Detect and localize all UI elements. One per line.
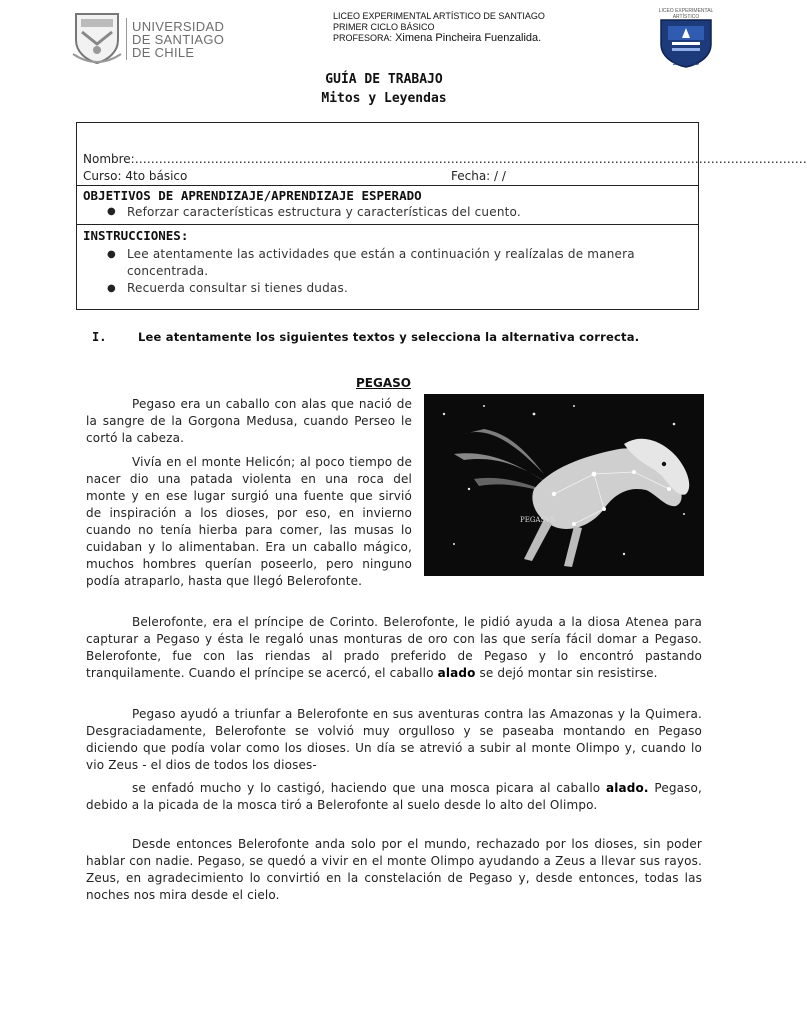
university-logo [72, 10, 225, 66]
university-line-2: DE SANTIAGO [132, 32, 225, 47]
course-label: Curso: 4to básico [83, 169, 188, 183]
story-paragraph-4: Pegaso ayudó a triunfar a Belerofonte en sus aventuras contra las Amazonas y la Quimera. Desgraciadamente, Belerofonte se volvió muy orgulloso y se paseaba montando en Pegaso diciendo que podía volar como los dioses. Un día se atrevió a subir al monte Olimpo y, cuando lo vio Zeus - el dios de todos los dioses- [86, 707, 702, 772]
liceo-logo-text: LICEO EXPERIMENTAL ARTÍSTICO [658, 8, 714, 20]
story-paragraph-2: Vivía en el monte Helicón; al poco tiempo de nacer dio una patada violenta en una roca del monte y en ese lugar surgió una fuente que sirvió de inspiración a los dioses, por eso, en invierno cuando no tenía hierba para comer, las musas lo cuidaban y lo alimentaban. Era un caballo mágico, muchos hombres querían poseerlo, pero ninguno podía atraparlo, hasta que llegó Belerofonte. [86, 455, 412, 588]
instructions-row [77, 224, 698, 310]
story-paragraph-6: Desde entonces Belerofonte anda solo por el mundo, rechazado por los dioses, sin poder hablar con nadie. Pegaso, se quedó a vivir en el monte Olimpo ayudando a Zeus a llevar sus rayos. Zeus, en agradecimiento lo convirtió en la constelación de Pegaso y, desde entonces, todas las noches nos mira desde el cielo. [86, 837, 702, 902]
story-paragraph-5 [86, 780, 702, 814]
pegasus-icon [424, 394, 704, 576]
pegasus-image-label: PEGASVS [520, 516, 556, 524]
instructions-heading: INSTRUCCIONES: [83, 228, 189, 243]
bullet-icon: ● [107, 249, 116, 260]
university-shield-icon [72, 10, 122, 64]
instruction-2: Recuerda consultar si tienes dudas. [127, 281, 348, 295]
story-paragraph-5-text: se enfadó mucho y lo castigó, haciendo que una mosca picara al caballo [132, 781, 607, 795]
school-cycle: PRIMER CICLO BÁSICO [333, 22, 435, 32]
name-field[interactable]: Nombre:…………………………………………………………………………………………………………………………………………………… [83, 152, 807, 166]
university-name [132, 20, 224, 59]
objectives-heading: OBJETIVOS DE APRENDIZAJE/APRENDIZAJE ESPERADO [83, 188, 422, 203]
worksheet-title: GUÍA DE TRABAJO [325, 72, 443, 87]
university-line-3: DE CHILE [132, 45, 195, 60]
bullet-icon: ● [107, 206, 116, 217]
instruction-1-cont: concentrada. [127, 264, 209, 278]
story-title: PEGASO [356, 376, 411, 390]
bullet-icon: ● [107, 283, 116, 294]
story-paragraph-3-text: Belerofonte, era el príncipe de Corinto. Belerofonte, le pidió ayuda a la diosa Atenea para capturar a Pegaso y ésta le regaló unas monturas de oro con las que sería fácil domar a Pegaso. Belerofonte, fue con las riendas al prado preferido de Pegaso y lo encontró pastando tranquilamente. Cuando el príncipe se acercó, el caballo [86, 615, 702, 680]
story-paragraph-1: Pegaso era un caballo con alas que nació de la sangre de la Gorgona Medusa, cuando Perseo le cortó la cabeza. [86, 397, 412, 445]
worksheet-subtitle: Mitos y Leyendas [321, 91, 447, 106]
professor-label: PROFESORA: [333, 33, 393, 43]
section-number: I. [92, 330, 107, 344]
objectives-row [77, 203, 698, 223]
logo-divider [126, 18, 127, 60]
student-info-box [76, 122, 807, 310]
professor-name: Ximena Pincheira Fuenzalida. [392, 32, 542, 44]
story-paragraph-5-end: Pegaso, debido a la picada de la mosca tiró a Belerofonte al suelo desde lo alto del Olimpo. [86, 781, 702, 812]
school-header [333, 11, 545, 44]
objective-item: Reforzar características estructura y características del cuento. [127, 205, 521, 219]
story-paragraph-3 [86, 614, 702, 682]
story-paragraph-3-end: se dejó montar sin resistirse. [475, 666, 658, 680]
date-field[interactable]: Fecha: / / [451, 169, 506, 183]
university-line-1: UNIVERSIDAD [132, 19, 225, 34]
instruction-1: Lee atentamente las actividades que están a continuación y realízalas de manera [127, 247, 635, 261]
liceo-logo-city: SANTIAGO [672, 61, 700, 67]
school-name: LICEO EXPERIMENTAL ARTÍSTICO DE SANTIAGO [333, 11, 545, 21]
story-paragraph-3-bold: alado [437, 666, 476, 680]
liceo-logo [654, 8, 718, 68]
story-paragraph-5-bold: alado. [606, 781, 649, 795]
section-title: Lee atentamente los siguientes textos y selecciona la alternativa correcta. [138, 330, 640, 344]
pegasus-constellation-image [424, 394, 704, 576]
